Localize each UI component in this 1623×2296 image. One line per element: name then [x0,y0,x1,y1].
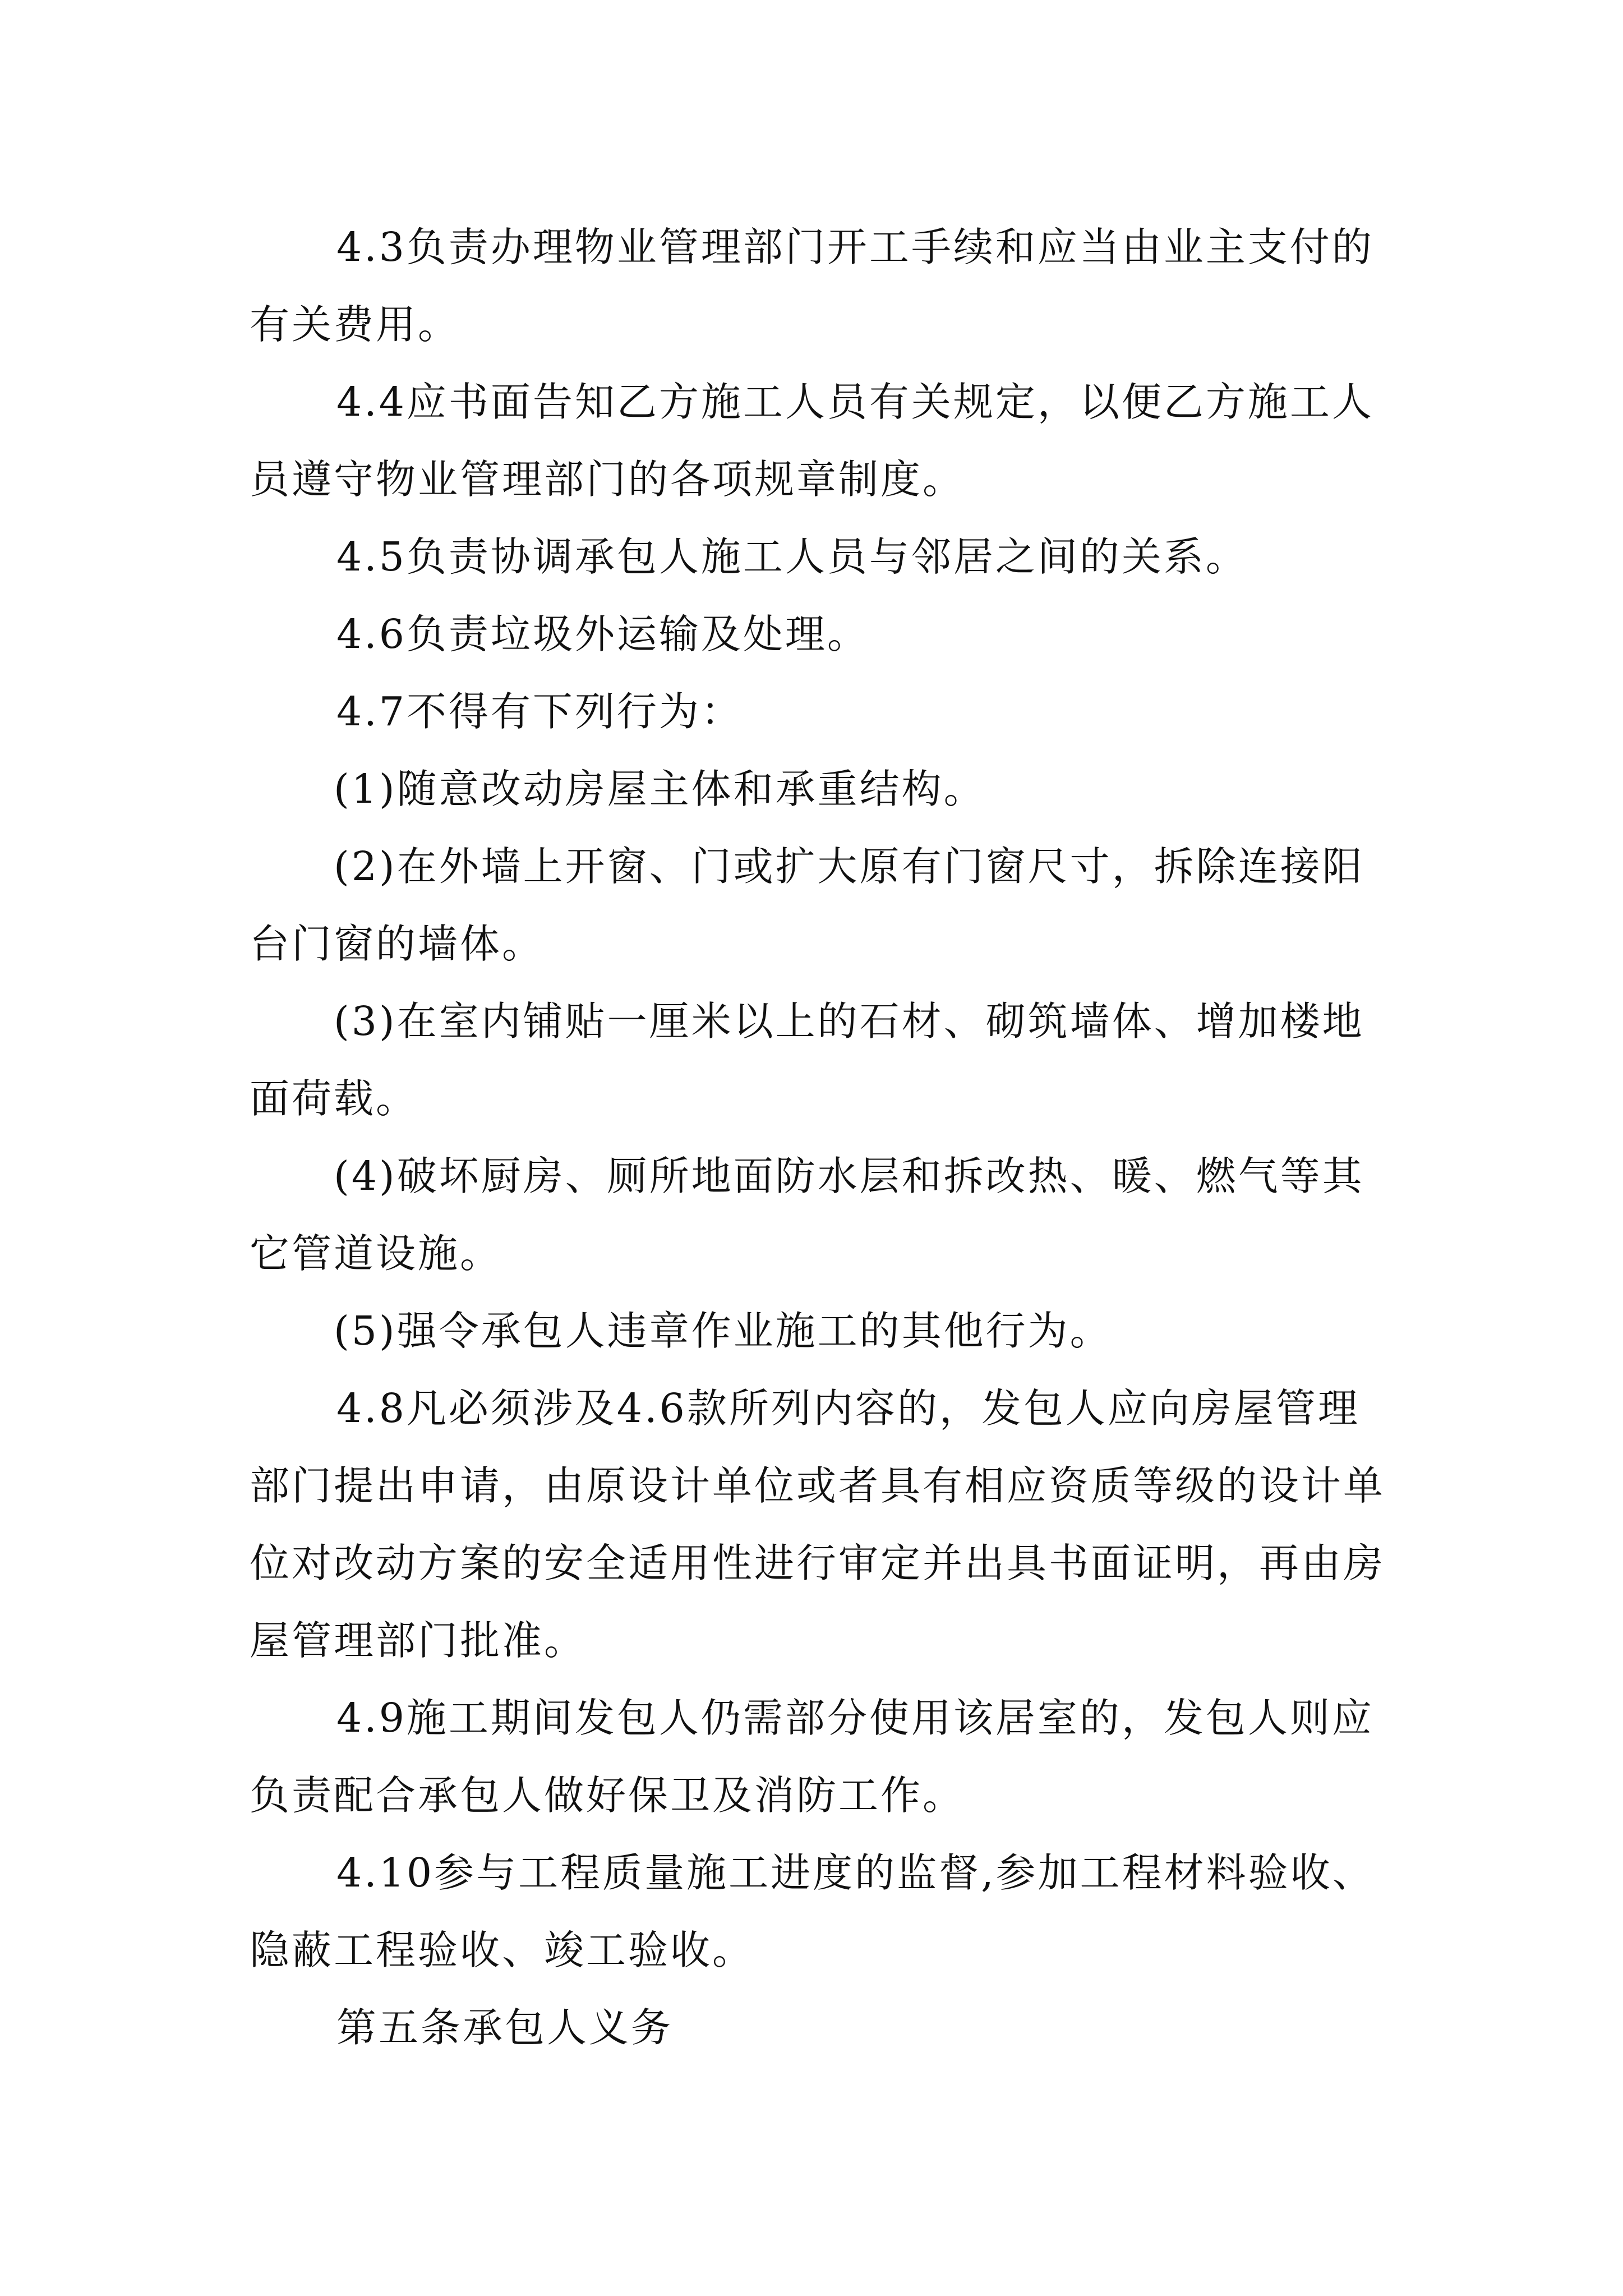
article-5-heading: 第五条承包人义务 [336,2004,674,2051]
clause-4-7-item-1: (1)随意改动房屋主体和承重结构。 [334,766,986,812]
clause-4-7-item-3: (3)在室内铺贴一厘米以上的石材、砌筑墙体、增加楼地面荷载。 [250,998,1364,1122]
clause-4-7: 4.7不得有下列行为： [336,688,743,735]
clause-4-3: 4.3负责办理物业管理部门开工手续和应当由业主支付的有关费用。 [250,224,1374,348]
clause-4-7-item-2: (2)在外墙上开窗、门或扩大原有门窗尺寸，拆除连接阳台门窗的墙体。 [250,843,1364,967]
clause-4-9: 4.9施工期间发包人仍需部分使用该居室的，发包人则应负责配合承包人做好保卫及消防工作。 [250,1695,1374,1819]
clause-4-5: 4.5负责协调承包人施工人员与邻居之间的关系。 [336,533,1248,580]
clause-4-7-item-4: (4)破坏厨房、厕所地面防水层和拆改热、暖、燃气等其它管道设施。 [250,1153,1364,1277]
clause-4-4: 4.4应书面告知乙方施工人员有关规定，以便乙方施工人员遵守物业管理部门的各项规章制度。 [250,379,1374,503]
clause-4-8: 4.8凡必须涉及4.6款所列内容的，发包人应向房屋管理部门提出申请，由原设计单位或者具有相应资质等级的设计单位对改动方案的安全适用性进行审定并出具书面证明，再由房屋管理部门批准。 [250,1385,1386,1664]
clause-4-6: 4.6负责垃圾外运输及处理。 [336,611,869,657]
clause-4-10: 4.10参与工程质量施工进度的监督,参加工程材料验收、隐蔽工程验收、竣工验收。 [250,1849,1375,1973]
document-body [250,209,1388,2067]
clause-4-7-item-5: (5)强令承包人违章作业施工的其他行为。 [334,1308,1112,1354]
